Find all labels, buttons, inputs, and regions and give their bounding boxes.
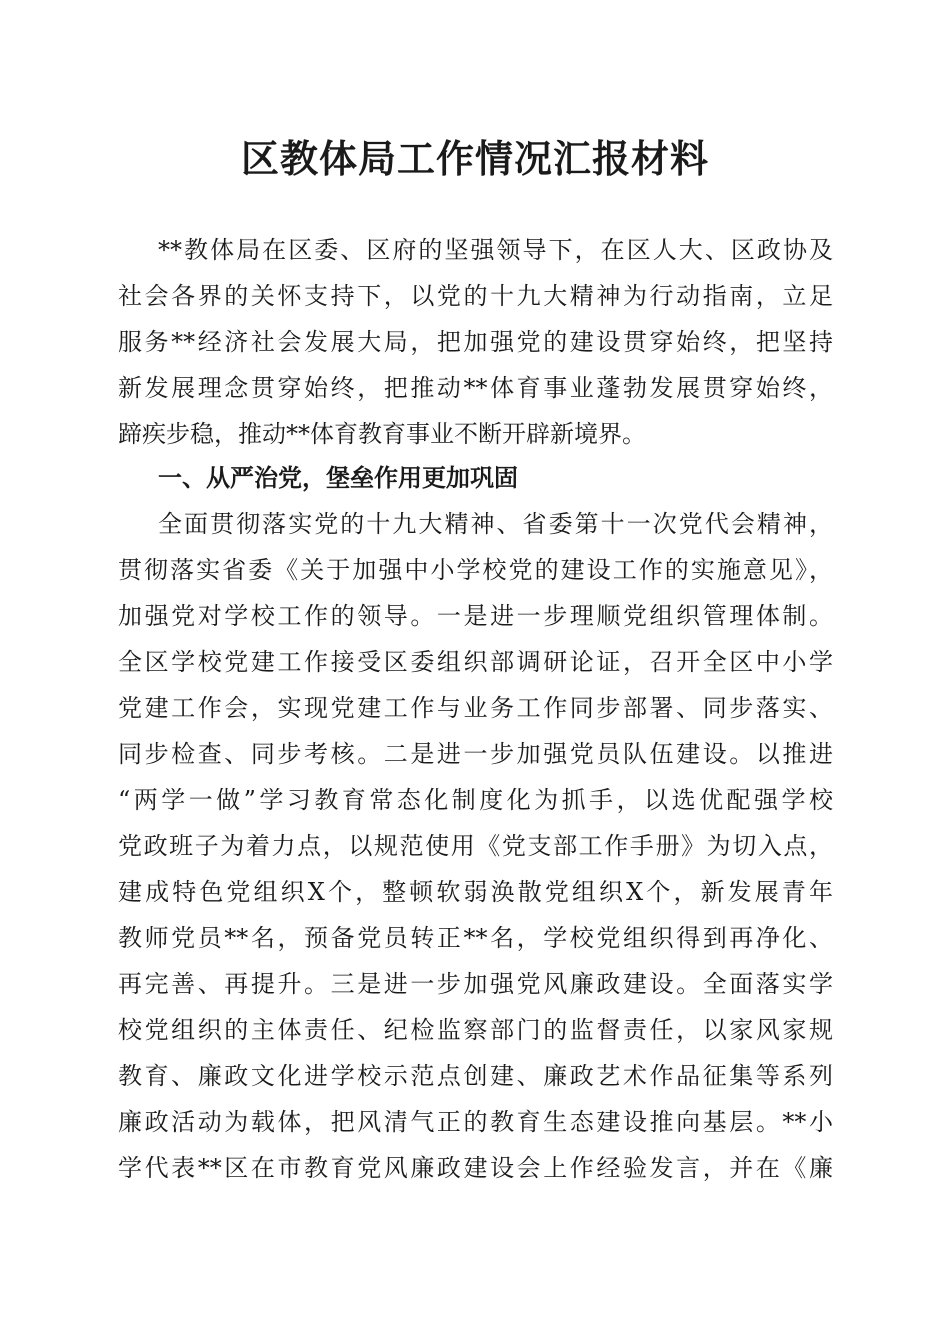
- paragraph-line: 建成特色党组织X个，整顿软弱涣散党组织X个，新发展青年: [118, 878, 833, 906]
- paragraph-line: **教体局在区委、区府的坚强领导下，在区人大、区政协及: [158, 236, 833, 264]
- paragraph-line: 廉政活动为载体，把风清气正的教育生态建设推向基层。**小: [118, 1108, 833, 1136]
- paragraph-line: 同步检查、同步考核。二是进一步加强党员队伍建设。以推进: [118, 740, 833, 768]
- paragraph-line: 校党组织的主体责任、纪检监察部门的监督责任，以家风家规: [118, 1016, 833, 1044]
- paragraph-line: 新发展理念贯穿始终，把推动**体育事业蓬勃发展贯穿始终，: [118, 374, 833, 402]
- paragraph-line: 再完善、再提升。三是进一步加强党风廉政建设。全面落实学: [118, 970, 833, 998]
- paragraph-line: 蹄疾步稳，推动**体育教育事业不断开辟新境界。: [118, 420, 646, 448]
- paragraph-line: 社会各界的关怀支持下，以党的十九大精神为行动指南，立足: [118, 282, 833, 310]
- paragraph-line: 党政班子为着力点，以规范使用《党支部工作手册》为切入点，: [118, 832, 833, 860]
- page-title: 区教体局工作情况汇报材料: [240, 136, 709, 181]
- paragraph-line: 加强党对学校工作的领导。一是进一步理顺党组织管理体制。: [118, 602, 833, 630]
- paragraph-line: 学代表**区在市教育党风廉政建设会上作经验发言，并在《廉: [118, 1154, 833, 1182]
- section-heading: 一、从严治党，堡垒作用更加巩固: [158, 464, 518, 492]
- paragraph-line: 教师党员**名，预备党员转正**名，学校党组织得到再净化、: [118, 924, 833, 952]
- paragraph-line: 服务**经济社会发展大局，把加强党的建设贯穿始终，把坚持: [118, 328, 833, 356]
- paragraph-line: 教育、廉政文化进学校示范点创建、廉政艺术作品征集等系列: [118, 1062, 833, 1090]
- paragraph-line: 党建工作会，实现党建工作与业务工作同步部署、同步落实、: [118, 694, 833, 722]
- paragraph-line: “两学一做”学习教育常态化制度化为抓手，以选优配强学校: [118, 786, 833, 814]
- paragraph-line: 全区学校党建工作接受区委组织部调研论证，召开全区中小学: [118, 648, 833, 676]
- paragraph-line: 贯彻落实省委《关于加强中小学校党的建设工作的实施意见》，: [118, 556, 833, 584]
- paragraph-line: 全面贯彻落实党的十九大精神、省委第十一次党代会精神，: [158, 510, 833, 538]
